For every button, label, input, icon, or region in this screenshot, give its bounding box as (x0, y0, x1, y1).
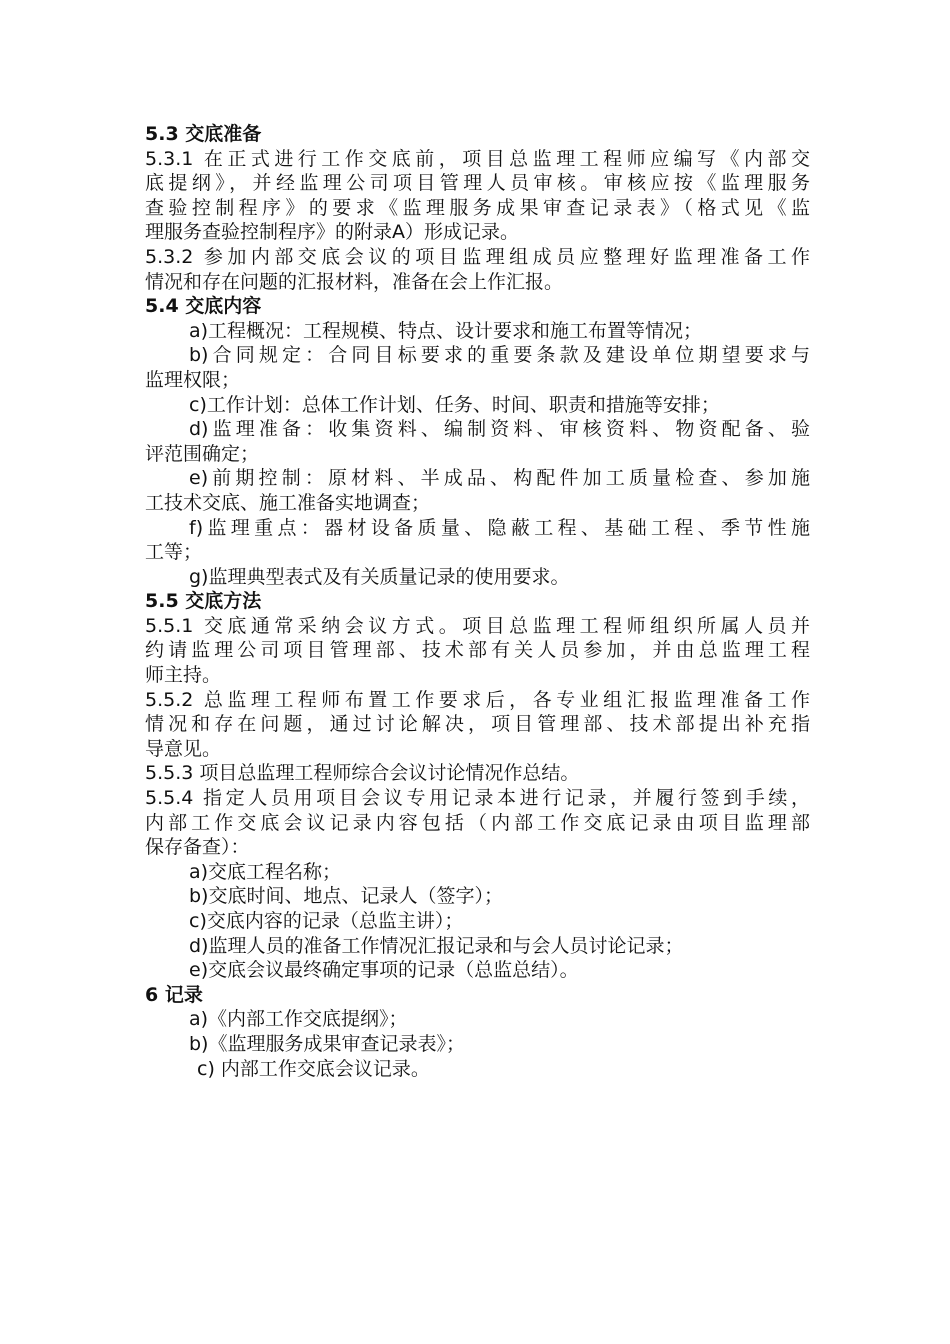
list-item-continuation: 工技术交底、施工准备实地调查； (145, 491, 431, 514)
document-page (145, 122, 810, 1081)
list-item: c)交底内容的记录（总监主讲）； (189, 910, 464, 932)
text-line: 5.5.1 交底通常采纳会议方式。项目总监理工程师组织所属人员并 (145, 614, 810, 637)
list-item-continuation: 监理权限； (145, 368, 241, 391)
list-item-text: g)监理典型表式及有关质量记录的使用要求。 (189, 565, 570, 588)
text-line: 5.5.3 项目总监理工程师综合会议讨论情况作总结。 (145, 762, 580, 785)
list-item-text: c)工作计划：总体工作计划、任务、时间、职责和措施等安排； (189, 393, 720, 416)
list-item (145, 343, 810, 392)
list-item-continuation: 工等； (145, 541, 203, 564)
text-line: 导意见。 (145, 737, 222, 760)
heading-5-5: 5.5 交底方法 (145, 590, 262, 613)
text-line: 情况和存在问题，通过讨论解决，项目管理部、技术部提出补充指 (145, 713, 810, 736)
paragraph-5-5-3 (145, 761, 810, 786)
text-line: 理服务查验控制程序》的附录A）形成记录。 (145, 221, 519, 244)
paragraph-5-5-4 (145, 786, 810, 860)
text-line: 师主持。 (145, 664, 222, 687)
list-item: a)交底工程名称； (189, 860, 342, 883)
list-6 (145, 1007, 810, 1081)
list-item (145, 466, 810, 515)
text-line: 底提纲》，并经监理公司项目管理人员审核。审核应按《监理服务 (145, 172, 810, 195)
heading-6: 6 记录 (145, 983, 203, 1006)
text-line: 5.3.2 参加内部交底会议的项目监理组成员应整理好监理准备工作 (145, 245, 810, 268)
list-item-text: e)前期控制：原材料、半成品、构配件加工质量检查、参加施 (189, 467, 810, 490)
list-item (145, 393, 810, 418)
paragraph-5-5-2 (145, 688, 810, 762)
text-line: 查验控制程序》的要求《监理服务成果审查记录表》（格式见《监 (145, 196, 810, 219)
list-item-text: d)监理准备：收集资料、编制资料、审核资料、物资配备、验 (189, 418, 810, 441)
paragraph-5-3-1 (145, 147, 810, 245)
list-item: b)《监理服务成果审查记录表》； (189, 1032, 465, 1055)
text-line: 内部工作交底会议记录内容包括（内部工作交底记录由项目监理部 (145, 811, 810, 834)
text-line: 情况和存在问题的汇报材料，准备在会上作汇报。 (145, 270, 564, 293)
list-item (145, 417, 810, 466)
list-item-text: a)工程概况：工程规模、特点、设计要求和施工布置等情况； (189, 319, 703, 342)
text-line: 5.5.2 总监理工程师布置工作要求后，各专业组汇报监理准备工作 (145, 688, 810, 711)
heading-5-3: 5.3 交底准备 (145, 123, 262, 145)
list-item: a)《内部工作交底提纲》； (189, 1008, 408, 1031)
list-5-5-4 (145, 860, 810, 983)
list-item: c) 内部工作交底会议记录。 (197, 1057, 430, 1080)
list-item (145, 565, 810, 590)
text-line: 保存备查）： (145, 836, 250, 859)
list-item: e)交底会议最终确定事项的记录（总监总结）。 (189, 959, 579, 982)
text-line: 5.5.4 指定人员用项目会议专用记录本进行记录，并履行签到手续， (145, 787, 810, 810)
list-item-text: b)合同规定：合同目标要求的重要条款及建设单位期望要求与 (189, 344, 810, 367)
list-item-continuation: 评范围确定； (145, 442, 260, 465)
text-line: 5.3.1 在正式进行工作交底前，项目总监理工程师应编写《内部交 (145, 147, 810, 170)
list-5-4 (145, 319, 810, 590)
list-item-text: f)监理重点：器材设备质量、隐蔽工程、基础工程、季节性施 (189, 516, 810, 539)
list-item: b)交底时间、地点、记录人（签字）； (189, 885, 503, 908)
paragraph-5-5-1 (145, 614, 810, 688)
text-line: 约请监理公司项目管理部、技术部有关人员参加，并由总监理工程 (145, 639, 810, 662)
list-item (145, 319, 810, 344)
list-item (145, 516, 810, 565)
heading-5-4: 5.4 交底内容 (145, 295, 262, 318)
paragraph-5-3-2 (145, 245, 810, 294)
list-item: d)监理人员的准备工作情况汇报记录和与会人员讨论记录； (189, 934, 684, 957)
